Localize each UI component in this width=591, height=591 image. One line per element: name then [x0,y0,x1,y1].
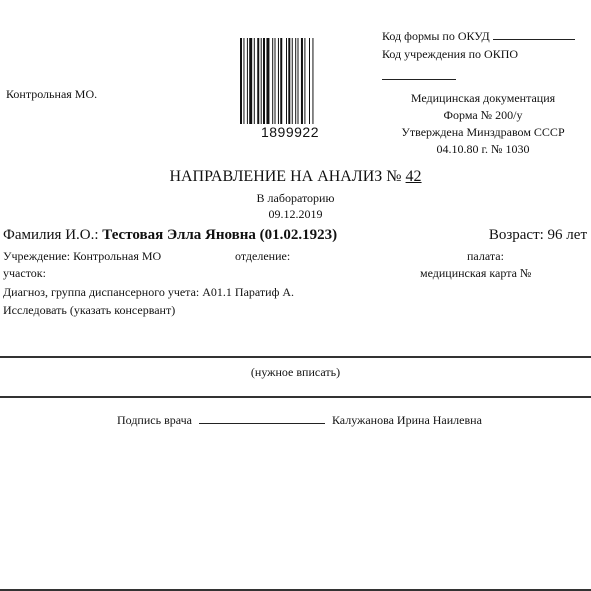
barcode-bar [257,38,259,124]
department-field: отделение: [235,249,291,263]
needed-note: (нужное вписать) [250,365,341,379]
barcode-bar [249,38,252,124]
patient-name-value: Тестовая Элла Яновна (01.02.1923) [102,227,338,243]
barcode-bar [275,38,276,124]
okud-label: Код формы по ОКУД [382,29,490,43]
mo-label: Контрольная МО. [6,87,98,101]
barcode-bar [295,38,296,124]
barcode-bar [243,38,244,124]
barcode-bar [266,38,269,124]
barcode-bar [304,38,305,124]
okpo-blank [382,79,456,80]
okud-blank [493,39,575,40]
doc-info [388,90,578,158]
barcode [240,38,340,124]
investigate-field: Исследовать (указать консервант) [3,303,176,317]
barcode-bar [312,38,313,124]
institution-field: Учреждение: Контрольная МО [3,249,162,263]
barcode-bar [240,38,242,124]
referral-number: 42 [405,168,422,185]
med-card-field: медицинская карта № [420,266,532,280]
med-doc-label: Медицинская документация [410,91,556,105]
barcode-bar [278,38,279,124]
order-date: 04.10.80 г. № 1030 [436,142,530,156]
lab-label: В лабораторию [256,191,335,205]
patient-age: Возраст: 96 лет [488,227,587,243]
patient-name-line [3,227,337,244]
doctor-name: Калужанова Ирина Наилевна [331,413,482,427]
barcode-bar [280,38,282,124]
barcode-digits: 1899922 [260,124,319,140]
barcode-bar [247,38,248,124]
divider-top [0,356,591,358]
patient-name-label: Фамилия И.О.: [3,227,99,243]
district-field: участок: [3,266,46,280]
divider-bottom [0,396,591,398]
barcode-bar [292,38,293,124]
diagnosis-field: Диагноз, группа диспансерного учета: A01.1 Паратиф А. [3,285,295,299]
title-prefix: НАПРАВЛЕНИЕ НА АНАЛИЗ № [169,168,402,185]
barcode-bar [309,38,310,124]
okpo-label: Код учреждения по ОКПО [382,47,519,61]
approval-line: Утверждена Минздравом СССР [401,125,565,139]
ward-field: палата: [467,249,504,263]
signature-label: Подпись врача [117,413,192,427]
barcode-bar [263,38,265,124]
barcode-bar [298,38,299,124]
page-title [0,168,591,186]
referral-date: 09.12.2019 [268,207,323,221]
barcode-bar [272,38,273,124]
signature-line [117,413,482,428]
barcode-bar [286,38,287,124]
barcode-bar [254,38,255,124]
form-number: Форма № 200/у [443,108,523,122]
barcode-bar [288,38,290,124]
barcode-bar [301,38,303,124]
barcode-bar [261,38,262,124]
signature-blank [199,423,325,424]
okud-line [382,29,575,44]
